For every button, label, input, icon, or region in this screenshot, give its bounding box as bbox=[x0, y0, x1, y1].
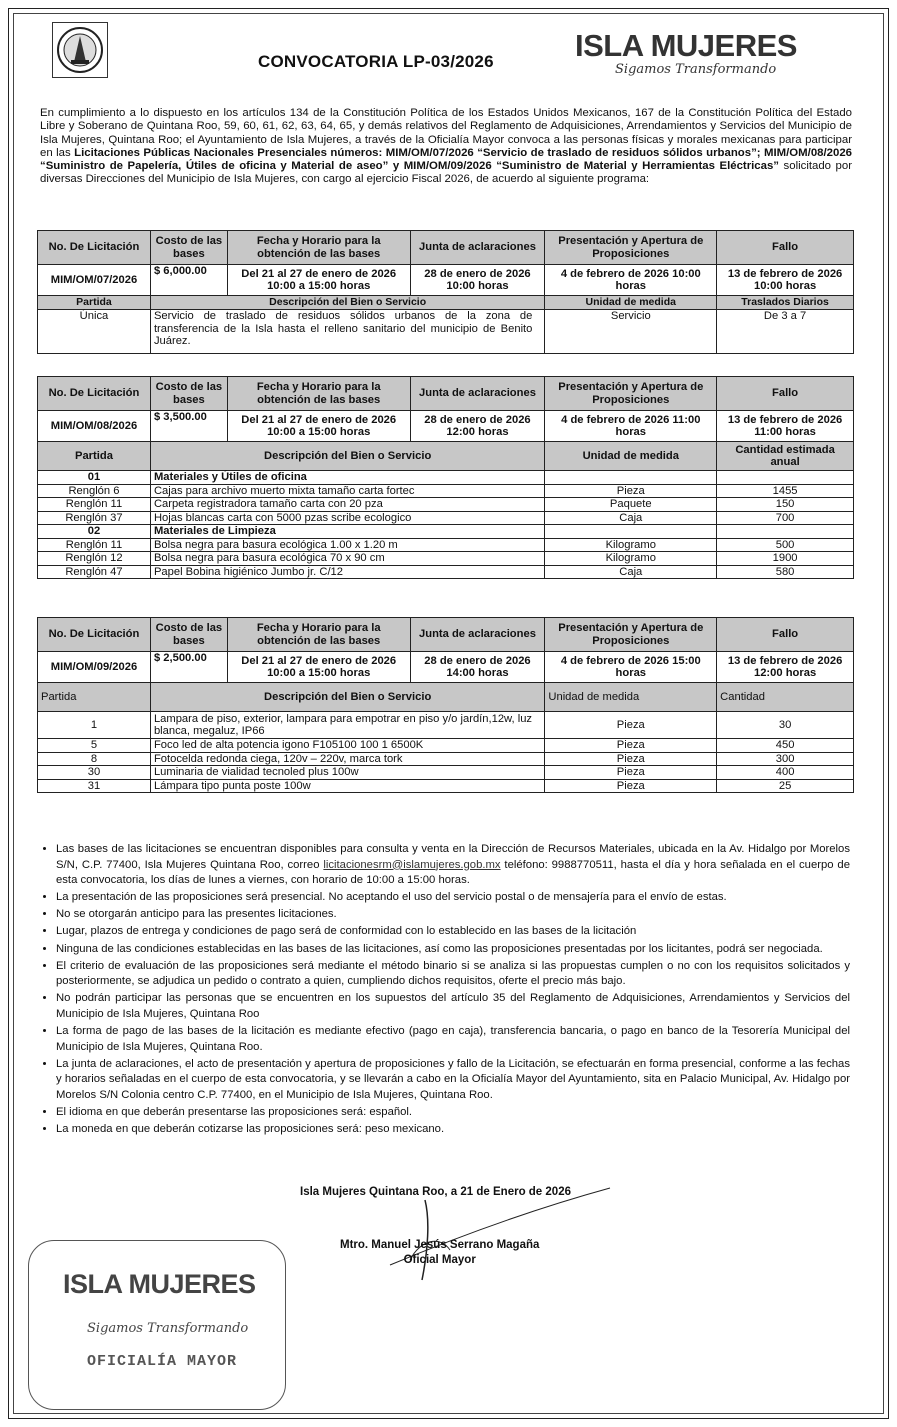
list-item: • El criterio de evaluación de las proposiciones será mediante el método binario si se analiza si las propuestas cumplen o no con los requisitos solicitados y posteriormente, se adjudica un pedido o contrato a quien, cumpliendo dichos requisitos, oferte el precio más bajo. bbox=[56, 959, 850, 990]
header-descripcion: Descripción del Bien o Servicio bbox=[150, 442, 544, 471]
descripcion-cell: Bolsa negra para basura ecológica 1.00 x 1.20 m bbox=[150, 538, 544, 552]
descripcion-cell: Bolsa negra para basura ecológica 70 x 90 cm bbox=[150, 552, 544, 566]
header-unidad: Unidad de medida bbox=[545, 683, 717, 712]
unidad-cell: Paquete bbox=[545, 498, 717, 512]
cantidad-cell: 300 bbox=[717, 752, 854, 766]
cantidad-cell: 450 bbox=[717, 739, 854, 753]
descripcion-cell: Papel Bobina higiénico Jumbo jr. C/12 bbox=[150, 565, 544, 579]
isla-mujeres-logo bbox=[575, 30, 815, 92]
partida-cell: 02 bbox=[38, 525, 151, 539]
costo-bases: $ 2,500.00 bbox=[150, 652, 227, 683]
header-fallo: Fallo bbox=[717, 377, 854, 411]
table-row bbox=[38, 779, 854, 793]
partida-cell: Renglón 12 bbox=[38, 552, 151, 566]
partida-cell: Única bbox=[38, 310, 151, 354]
header-junta: Junta de aclaraciones bbox=[410, 231, 545, 265]
header-cantidad: Cantidad estimada anual bbox=[717, 442, 854, 471]
licitacion-number: MIM/OM/08/2026 bbox=[38, 411, 151, 442]
partida-cell: 5 bbox=[38, 739, 151, 753]
presentacion-apertura: 4 de febrero de 2026 11:00 horas bbox=[545, 411, 717, 442]
unidad-cell: Servicio bbox=[545, 310, 717, 354]
cantidad-cell: 580 bbox=[717, 565, 854, 579]
header-costo: Costo de las bases bbox=[150, 231, 227, 265]
cantidad-cell: 150 bbox=[717, 498, 854, 512]
list-item: • La moneda en que deberán cotizarse las proposiciones será: peso mexicano. bbox=[56, 1122, 850, 1138]
fallo-date: 13 de febrero de 2026 12:00 horas bbox=[717, 652, 854, 683]
unidad-cell: Pieza bbox=[545, 779, 717, 793]
costo-bases: $ 6,000.00 bbox=[150, 265, 227, 296]
fecha-bases: Del 21 al 27 de enero de 2026 10:00 a 15:00 horas bbox=[227, 652, 410, 683]
header-descripcion: Descripción del Bien o Servicio bbox=[150, 683, 544, 712]
unidad-cell: Pieza bbox=[545, 739, 717, 753]
header-descripcion: Descripción del Bien o Servicio bbox=[150, 296, 544, 310]
partida-cell: Renglón 47 bbox=[38, 565, 151, 579]
cantidad-cell: 25 bbox=[717, 779, 854, 793]
header-fecha: Fecha y Horario para la obtención de las bases bbox=[227, 618, 410, 652]
oficialia-stamp bbox=[28, 1240, 286, 1410]
signature-block bbox=[340, 1238, 539, 1268]
stamp-slogan: Sigamos Transformando bbox=[87, 1321, 249, 1336]
unidad-cell: Pieza bbox=[545, 484, 717, 498]
unidad-cell: Pieza bbox=[545, 712, 717, 739]
descripcion-cell: Fotocelda redonda ciega, 120v – 220v, marca tork bbox=[150, 752, 544, 766]
cantidad-cell: 700 bbox=[717, 511, 854, 525]
junta-aclaraciones: 28 de enero de 2026 12:00 horas bbox=[410, 411, 545, 442]
signature-icon bbox=[330, 1180, 630, 1290]
descripcion-cell: Servicio de traslado de residuos sólidos urbanos de la zona de transferencia de la Isla hasta el relleno sanitario del municipio de Benito Juárez. bbox=[150, 310, 544, 354]
header-presentacion: Presentación y Apertura de Proposiciones bbox=[545, 377, 717, 411]
page-title: CONVOCATORIA LP-03/2026 bbox=[258, 52, 494, 71]
table-row bbox=[38, 552, 854, 566]
conditions-list bbox=[42, 842, 850, 1139]
list-item: • El idioma en que deberán presentarse las proposiciones será: español. bbox=[56, 1105, 850, 1121]
unidad-cell: Pieza bbox=[545, 752, 717, 766]
header-partida: Partida bbox=[38, 296, 151, 310]
partida-cell: 01 bbox=[38, 471, 151, 485]
list-item: • Ninguna de las condiciones establecidas en las bases de las licitaciones, así como las proposiciones presentadas por los licitantes, podrá ser negociada. bbox=[56, 942, 850, 958]
cantidad-cell bbox=[717, 471, 854, 485]
header-cantidad: Cantidad bbox=[717, 683, 854, 712]
descripcion-cell: Hojas blancas carta con 5000 pzas scribe ecologico bbox=[150, 511, 544, 525]
descripcion-cell: Materiales y Útiles de oficina bbox=[150, 471, 544, 485]
intro-text-2: solicitado por diversas Direcciones del Municipio de Isla Mujeres, con cargo al ejercicio Fiscal 2026, de acuerdo al siguiente programa: bbox=[40, 160, 853, 186]
partida-cell: 30 bbox=[38, 766, 151, 780]
cantidad-cell: 400 bbox=[717, 766, 854, 780]
table-row bbox=[38, 498, 854, 512]
place-date: Isla Mujeres Quintana Roo, a 21 de Enero de 2026 bbox=[300, 1186, 571, 1198]
table-row bbox=[38, 484, 854, 498]
cantidad-cell: 1455 bbox=[717, 484, 854, 498]
table-row bbox=[38, 525, 854, 539]
unidad-cell: Pieza bbox=[545, 766, 717, 780]
fecha-bases: Del 21 al 27 de enero de 2026 10:00 a 15:00 horas bbox=[227, 411, 410, 442]
partida-cell: 31 bbox=[38, 779, 151, 793]
table-row bbox=[38, 712, 854, 739]
table-row bbox=[38, 739, 854, 753]
descripcion-cell: Foco led de alta potencia igono F105100 100 1 6500K bbox=[150, 739, 544, 753]
signer-name: Mtro. Manuel Jesús Serrano Magaña bbox=[340, 1239, 540, 1251]
table-row bbox=[38, 766, 854, 780]
tabla-licitacion-08 bbox=[37, 376, 854, 579]
list-item bbox=[56, 842, 850, 889]
unidad-cell: Kilogramo bbox=[545, 552, 717, 566]
list-item: • La junta de aclaraciones, el acto de presentación y apertura de proposiciones y fallo de la Licitación, se efectuarán en forma presencial, conforme a las fechas y horarios señaladas en el cuerpo de esta convocatoria, y se llevarán a cabo en la Oficialía Mayor del Ayuntamiento, sita en Palacio Municipal, Av. Hidalgo por Morelos S/N Colonia centro C.P. 77400, en el Municipio de Isla Mujeres, Quintana Roo. bbox=[56, 1057, 850, 1104]
list-item: • La forma de pago de las bases de la licitación es mediante efectivo (pago en caja), transferencia bancaria, o pago en banco de la Tesorería Municipal del Municipio de Isla Mujeres, Quintana Roo. bbox=[56, 1024, 850, 1055]
fallo-date: 13 de febrero de 2026 10:00 horas bbox=[717, 265, 854, 296]
licitacion-number: MIM/OM/09/2026 bbox=[38, 652, 151, 683]
partida-cell: Renglón 6 bbox=[38, 484, 151, 498]
partida-cell: 1 bbox=[38, 712, 151, 739]
fecha-bases: Del 21 al 27 de enero de 2026 10:00 a 15:00 horas bbox=[227, 265, 410, 296]
tabla-licitacion-07 bbox=[37, 230, 854, 354]
header-presentacion: Presentación y Apertura de Proposiciones bbox=[545, 231, 717, 265]
descripcion-cell: Materiales de Limpieza bbox=[150, 525, 544, 539]
cantidad-cell: 30 bbox=[717, 712, 854, 739]
junta-aclaraciones: 28 de enero de 2026 10:00 horas bbox=[410, 265, 545, 296]
unidad-cell: Caja bbox=[545, 511, 717, 525]
header-junta: Junta de aclaraciones bbox=[410, 377, 545, 411]
costo-bases: $ 3,500.00 bbox=[150, 411, 227, 442]
table-row bbox=[38, 538, 854, 552]
intro-paragraph bbox=[40, 107, 852, 187]
header-no-licitacion: No. De Licitación bbox=[38, 618, 151, 652]
signer-title: Oficial Mayor bbox=[403, 1254, 476, 1266]
descripcion-cell: Lámpara tipo punta poste 100w bbox=[150, 779, 544, 793]
municipal-seal-icon bbox=[52, 22, 108, 78]
list-item: • No se otorgarán anticipo para las presentes licitaciones. bbox=[56, 907, 850, 923]
email-link[interactable]: licitacionesrm@islamujeres.gob.mx bbox=[323, 858, 501, 871]
header-costo: Costo de las bases bbox=[150, 618, 227, 652]
list-item: • La presentación de las proposiciones será presencial. No aceptando el uso del servicio postal o de mensajería para el envío de estas. bbox=[56, 890, 850, 906]
unidad-cell: Caja bbox=[545, 565, 717, 579]
cantidad-cell: De 3 a 7 bbox=[717, 310, 854, 354]
list-item: • Lugar, plazos de entrega y condiciones de pago será de conformidad con lo establecido en las bases de la licitación bbox=[56, 924, 850, 940]
descripcion-cell: Carpeta registradora tamaño carta con 20 pza bbox=[150, 498, 544, 512]
intro-bold-licitaciones: Licitaciones Públicas Nacionales Presenciales números: MIM/OM/07/2026 “Servicio de traslado de residuos sólidos urbanos”; MIM/OM/08/2026 “Suministro de Papelería, Útiles de oficina y Material de aseo” y MIM/OM/09/2026 “Suministro de Material y Herramientas Eléctricas” bbox=[40, 146, 852, 173]
header-fallo: Fallo bbox=[717, 231, 854, 265]
header-unidad: Unidad de medida bbox=[545, 296, 717, 310]
header-traslados: Traslados Diarios bbox=[717, 296, 854, 310]
partida-cell: Renglón 11 bbox=[38, 538, 151, 552]
partida-cell: Renglón 11 bbox=[38, 498, 151, 512]
list-item: • No podrán participar las personas que se encuentren en los supuestos del artículo 35 del Reglamento de Adquisiciones, Arrendamientos y Servicios del Municipio de Isla Mujeres, Quintana Roo bbox=[56, 991, 850, 1022]
header-unidad: Unidad de medida bbox=[545, 442, 717, 471]
note-text: teléfono: 9988770511, hasta el día y hora señalada en el cuerpo de esta convocatoria, los días de lunes a viernes, con horario de 10:00 a 15:00 horas. bbox=[56, 858, 850, 887]
cantidad-cell bbox=[717, 525, 854, 539]
descripcion-cell: Cajas para archivo muerto mixta tamaño carta fortec bbox=[150, 484, 544, 498]
header-presentacion: Presentación y Apertura de Proposiciones bbox=[545, 618, 717, 652]
descripcion-cell: Lampara de piso, exterior, lampara para empotrar en piso y/o jardín,12w, luz blanca, megaluz, IP66 bbox=[150, 712, 544, 739]
partida-cell: Renglón 37 bbox=[38, 511, 151, 525]
stamp-office: OFICIALÍA MAYOR bbox=[87, 1353, 238, 1370]
cantidad-cell: 1900 bbox=[717, 552, 854, 566]
header-partida: Partida bbox=[38, 442, 151, 471]
header-junta: Junta de aclaraciones bbox=[410, 618, 545, 652]
header-fecha: Fecha y Horario para la obtención de las bases bbox=[227, 231, 410, 265]
table-row bbox=[38, 565, 854, 579]
intro-text-1: En cumplimiento a lo dispuesto en los artículos 134 de la Constitución Política de los Estados Unidos Mexicanos, 167 de la Constitución Política del Estado Libre y Soberano de Quintana Roo, 59, 60, 61, 62, 63, 64, 65, y demás relativos del Reglamento de Adquisiciones, Arrendamientos y Servicios del Municipio de Isla Mujeres, Quintana Roo; el Ayuntamiento de Isla Mujeres, a través de la Oficialía Mayor convoca a las personas físicas y morales mexicanas para participar en las bbox=[40, 107, 852, 159]
unidad-cell bbox=[545, 525, 717, 539]
unidad-cell bbox=[545, 471, 717, 485]
tabla-licitacion-09 bbox=[37, 617, 854, 793]
header-no-licitacion: No. De Licitación bbox=[38, 377, 151, 411]
partida-cell: 8 bbox=[38, 752, 151, 766]
logo-text: ISLA MUJERES bbox=[575, 28, 797, 63]
logo-slogan: Sigamos Transformando bbox=[615, 62, 777, 77]
header-partida: Partida bbox=[38, 683, 151, 712]
header-costo: Costo de las bases bbox=[150, 377, 227, 411]
cantidad-cell: 500 bbox=[717, 538, 854, 552]
descripcion-cell: Luminaria de vialidad tecnoled plus 100w bbox=[150, 766, 544, 780]
header-fallo: Fallo bbox=[717, 618, 854, 652]
table-row bbox=[38, 471, 854, 485]
licitacion-number: MIM/OM/07/2026 bbox=[38, 265, 151, 296]
junta-aclaraciones: 28 de enero de 2026 14:00 horas bbox=[410, 652, 545, 683]
header-fecha: Fecha y Horario para la obtención de las bases bbox=[227, 377, 410, 411]
presentacion-apertura: 4 de febrero de 2026 15:00 horas bbox=[545, 652, 717, 683]
note-text: Las bases de las licitaciones se encuentran disponibles para consulta y venta en la Dirección de Recursos Materiales, ubicada en la Av. Hidalgo por Morelos S/N, C.P. 77400, Isla Mujeres Quintana Roo, correo bbox=[56, 843, 850, 871]
fallo-date: 13 de febrero de 2026 11:00 horas bbox=[717, 411, 854, 442]
header-no-licitacion: No. De Licitación bbox=[38, 231, 151, 265]
presentacion-apertura: 4 de febrero de 2026 10:00 horas bbox=[545, 265, 717, 296]
table-row bbox=[38, 511, 854, 525]
stamp-logo: ISLA MUJERES bbox=[63, 1269, 256, 1299]
unidad-cell: Kilogramo bbox=[545, 538, 717, 552]
table-row bbox=[38, 752, 854, 766]
